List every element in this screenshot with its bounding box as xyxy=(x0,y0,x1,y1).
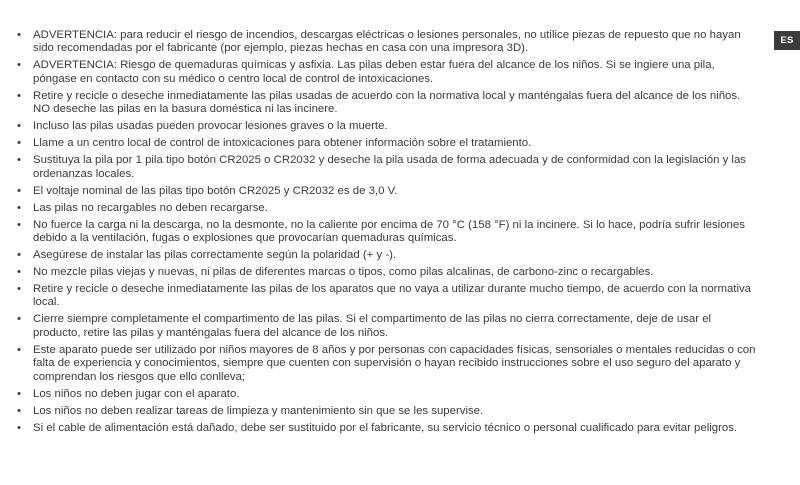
warning-text: El voltaje nominal de las pilas tipo botón CR2025 y CR2032 es de 3,0 V. xyxy=(33,184,398,197)
warning-item xyxy=(17,249,757,262)
warning-text: Las pilas no recargables no deben recargarse. xyxy=(33,201,268,214)
warning-item xyxy=(17,29,757,56)
bullet-icon: • xyxy=(17,184,21,197)
warning-item xyxy=(17,120,757,133)
warning-text: Los niños no deben jugar con el aparato. xyxy=(33,387,240,400)
warning-text: Retire y recicle o deseche inmediatamente las pilas de los aparatos que no vaya a utilizar durante mucho tiempo, de acuerdo con la normativa local. xyxy=(33,283,752,309)
warning-text: Incluso las pilas usadas pueden provocar lesiones graves o la muerte. xyxy=(33,120,388,133)
bullet-icon: • xyxy=(17,59,21,72)
bullet-icon: • xyxy=(17,421,21,434)
warning-item xyxy=(17,266,757,279)
warning-item xyxy=(17,154,757,181)
warning-text: Llame a un centro local de control de intoxicaciones para obtener información sobre el tratamiento. xyxy=(33,137,532,150)
bullet-icon: • xyxy=(17,283,21,296)
safety-warnings-list xyxy=(17,29,757,439)
bullet-icon: • xyxy=(17,218,21,231)
bullet-icon: • xyxy=(17,387,21,400)
bullet-icon: • xyxy=(17,313,21,326)
warning-text: Sustituya la pila por 1 pila tipo botón CR2025 o CR2032 y deseche la pila usada de forma adecuada y de conformidad con la legislación y las ordenanzas locales. xyxy=(33,154,746,180)
warning-item xyxy=(17,137,757,150)
language-badge: ES xyxy=(774,31,800,50)
bullet-icon: • xyxy=(17,404,21,417)
bullet-icon: • xyxy=(17,137,21,150)
warning-text: ADVERTENCIA: Riesgo de quemaduras químicas y asfixia. Las pilas deben estar fuera del alcance de los niños. Si se ingiere una pila, póngase en contacto con su médico o centro local de control de intoxicaciones. xyxy=(33,59,715,85)
warning-item xyxy=(17,219,757,246)
bullet-icon: • xyxy=(17,154,21,167)
warning-item xyxy=(17,422,757,435)
warning-item xyxy=(17,202,757,215)
warning-text: Si el cable de alimentación está dañado, debe ser sustituido por el fabricante, su servicio técnico o personal cualificado para evitar peligros. xyxy=(33,421,738,434)
warning-item xyxy=(17,59,757,86)
warning-text: Asegúrese de instalar las pilas correctamente según la polaridad (+ y -). xyxy=(33,249,397,262)
bullet-icon: • xyxy=(17,89,21,102)
warning-item xyxy=(17,90,757,117)
bullet-icon: • xyxy=(17,249,21,262)
bullet-icon: • xyxy=(17,201,21,214)
warning-item xyxy=(17,388,757,401)
warning-item xyxy=(17,313,757,340)
warning-text: Retire y recicle o deseche inmediatamente las pilas usadas de acuerdo con la normativa local y manténgalas fuera del alcance de los niños. NO deseche las pilas en la basura doméstica ni las incinere. xyxy=(33,89,741,116)
bullet-icon: • xyxy=(17,120,21,133)
bullet-icon: • xyxy=(17,343,21,356)
warning-item xyxy=(17,405,757,418)
warning-text: Los niños no deben realizar tareas de limpieza y mantenimiento sin que se les supervise. xyxy=(33,404,484,417)
warning-text: No mezcle pilas viejas y nuevas, ni pilas de diferentes marcas o tipos, como pilas alcalinas, de carbono-zinc o recargables. xyxy=(33,266,654,279)
warning-item xyxy=(17,185,757,198)
warning-item xyxy=(17,344,757,384)
warning-text: Este aparato puede ser utilizado por niños mayores de 8 años y por personas con capacidades físicas, sensoriales o mentales reducidas o con falta de experiencia y conocimientos, siempre que cuenten con supervisión o hayan recibido instrucciones sobre el uso seguro del aparato y comprendan los riesgos que ello conlleva; xyxy=(33,343,756,383)
warning-text: No fuerce la carga ni la descarga, no la desmonte, no la caliente por encima de 70 °C (158 °F) ni la incinere. Si lo hace, podría sufrir lesiones debido a la ventilación, fugas o explosiones que provocarían quemaduras químicas. xyxy=(33,218,745,245)
warning-text: ADVERTENCIA: para reducir el riesgo de incendios, descargas eléctricas o lesiones personales, no utilice piezas de repuesto que no hayan sido recomendadas por el fabricante (por ejemplo, piezas hechas en casa con una impresora 3D). xyxy=(33,29,741,55)
warning-text: Cierre siempre completamente el compartimento de las pilas. Si el compartimento de las pilas no cierra correctamente, deje de usar el producto, retire las pilas y manténgalas fuera del alcance de los niños. xyxy=(33,313,712,339)
bullet-icon: • xyxy=(17,266,21,279)
warning-item xyxy=(17,283,757,310)
bullet-icon: • xyxy=(17,29,21,41)
